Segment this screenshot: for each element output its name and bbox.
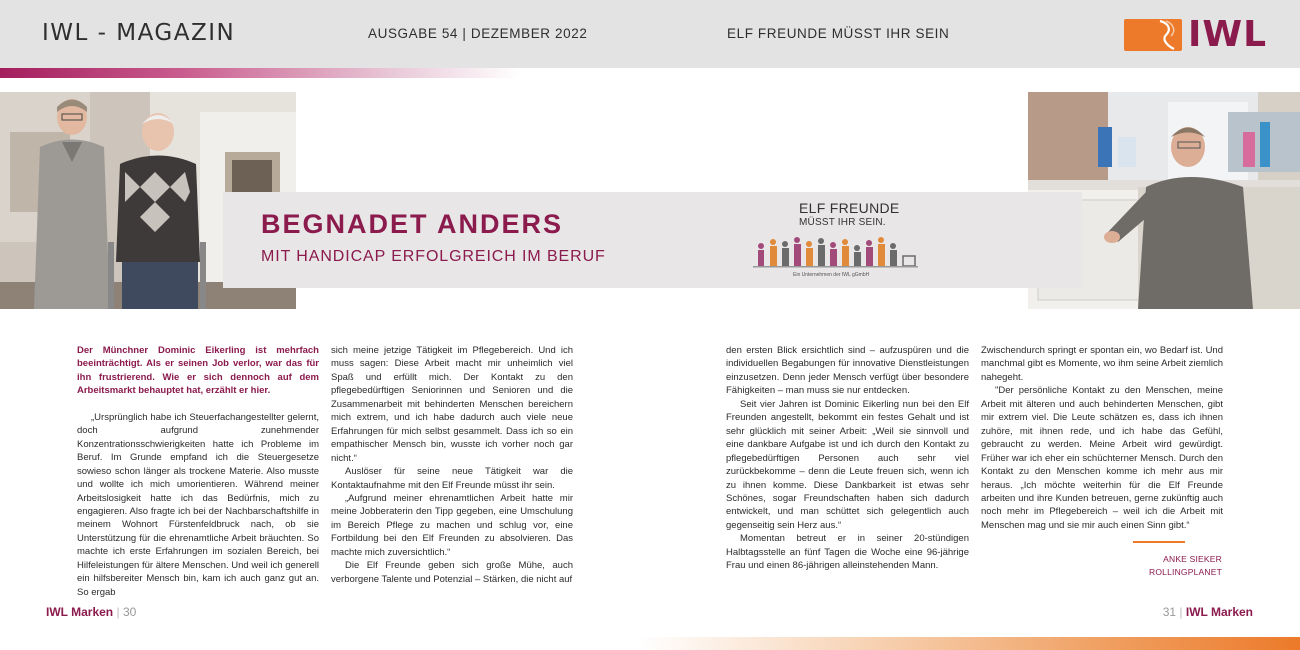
author-name: ANKE SIEKER — [1163, 554, 1222, 564]
footer-accent-bar — [640, 637, 1300, 650]
article-paragraph: Zwischendurch springt er spontan ein, wo Bedarf ist. Und manchmal gibt es Momente, wo ihm seine Arbeit ziemlich nahegeht. — [981, 345, 1223, 383]
iwl-logo-text: IWL — [1188, 14, 1268, 55]
page-number-left: 30 — [122, 605, 137, 619]
footer-brand-right: IWL Marken — [1185, 605, 1253, 619]
article-paragraph: sich meine jetzige Tätigkeit im Pflegebereich. Und ich muss sagen: Diese Arbeit macht mir unheimlich viel Spaß und erfüllt mich. Der Kontakt zu den pflegebedürftigen Seniorinnen und Senioren und die Zusammenarbeit mit behinderten Menschen bereichern mich extrem, und ich habe dadurch auch viele neue Erfahrungen für mich selbst gesammelt. Dass ich so ein empathischer Mensch bin, wusste ich vorher noch gar nicht.“ — [331, 345, 573, 464]
article-paragraph: Seit vier Jahren ist Dominic Eikerling nun bei den Elf Freunden angestellt, bekommt ein festes Gehalt und ist sehr glücklich mit seiner Arbeit: „Weil sie sinnvoll und eine dankbare Aufgabe ist und ich durch den Kontakt zu pflegebedürftigen Personen auch sehr viel zurückbekomme – denn die Leute freuen sich, wenn ich zu ihnen komme. Diese Dankbarkeit ist etwas sehr Schönes, sogar Freundschaften haben sich dadurch entwickelt, und man schüttet sich gelegentlich auch gegenseitig sein Herz aus.“ — [726, 398, 969, 531]
section-title: ELF FREUNDE MÜSST IHR SEIN — [727, 26, 950, 41]
author-source: ROLLINGPLANET — [1149, 567, 1222, 577]
author-credit — [1140, 553, 1222, 579]
footer-separator: | — [116, 605, 120, 619]
iwl-logo-mark — [1124, 19, 1182, 51]
article-paragraph: "Der persönliche Kontakt zu den Menschen, meine Arbeit mit älteren und auch behinderten Menschen, gibt mir extrem viel. Die Leute schätzen es, dass ich ihnen zuhöre, mit ihnen rede, und ich habe das Gefühl, gebraucht zu werden. Meine Arbeit wird gewürdigt. Früher war ich eher ein schüchterner Mensch. Durch den Kontakt zu den Menschen komme ich mehr aus mir heraus. „Ich möchte weiterhin für die Elf Freunde arbeiten und ihre Kunden betreuen, gerne zukünftig auch noch mehr im Pflegebereich – weil ich die Arbeit mit Menschen mag und sie mir auch einen Sinn gibt.“ — [981, 385, 1223, 531]
article-column-4 — [981, 344, 1223, 532]
footer-separator: | — [1179, 605, 1183, 619]
ef-logo-line1: ELF FREUNDE — [799, 200, 900, 216]
page-number-right: 31 — [1162, 605, 1177, 619]
article-paragraph: Auslöser für seine neue Tätigkeit war die Kontaktaufnahme mit den Elf Freunde müsst ihr sein. — [331, 466, 573, 491]
ef-logo-caption: Ein Unternehmen der IWL gGmbH — [793, 272, 870, 278]
article-paragraph: Momentan betreut er in seiner 20-stündigen Halbtagsstelle an fünf Tagen die Woche eine 96-jährige Frau und einen 86-jährigen alleinstehenden Mann. — [726, 533, 969, 572]
article-paragraph: „Ursprünglich habe ich Steuerfachangestellter gelernt, doch aufgrund zunehmender Konzentrationsschwierigkeiten hatte ich Probleme im Beruf. Im Grunde empfand ich die Steuergesetze sowieso schon länger als trockene Materie. Also musste und wollte ich mich umorientieren. Während meiner Arbeitslosigkeit hatte ich das Bedürfnis, mich zu engagieren. Also fragte ich bei der Nachbarschaftshilfe in meinem Wohnort Fürstenfeldbruck nach, ob sie Unterstützung für die ehrenamtliche Arbeit bräuchten. So machte ich erste Erfahrungen im sozialen Bereich, bei Hilfeleistungen für ältere Menschen. Und weil ich generell ein hilfsbereiter Mensch bin, kam ich auch ganz gut an. So ergab — [77, 411, 319, 598]
article-subheadline: MIT HANDICAP ERFOLGREICH IM BERUF — [261, 248, 606, 265]
article-column-3 — [726, 344, 969, 573]
footer-left — [46, 605, 136, 619]
footer-right — [1163, 605, 1253, 619]
header-accent-bar — [0, 68, 520, 78]
article-paragraph: Die Elf Freunde geben sich große Mühe, auch verborgene Talente und Potenzial – Stärken, die nicht auf — [331, 560, 573, 585]
ef-logo-line2: MÜSST IHR SEIN. — [799, 217, 886, 228]
title-band — [223, 192, 1082, 288]
article-headline: BEGNADET ANDERS — [261, 209, 564, 239]
article-paragraph: den ersten Blick ersichtlich sind – aufzuspüren und die individuellen Begabungen für innovative Dienstleistungen einzusetzen. Denn jeder Mensch verfügt über besondere Fähigkeiten – man muss sie nur entdecken. — [726, 345, 969, 397]
page-header — [0, 0, 1300, 68]
issue-info: AUSGABE 54 | DEZEMBER 2022 — [368, 26, 588, 41]
article-column-1 — [77, 344, 319, 599]
iwl-logo — [1124, 14, 1268, 55]
author-divider — [1133, 541, 1185, 543]
ef-logo-figures — [753, 230, 933, 270]
elf-freunde-logo — [753, 200, 933, 282]
footer-brand-left: IWL Marken — [46, 605, 114, 619]
magazine-title: IWL - MAGAZIN — [42, 20, 236, 46]
article-paragraph: „Aufgrund meiner ehrenamtlichen Arbeit hatte mir meine Jobberaterin den Tipp gegeben, eine Umschulung im Bereich Pflege zu machen und schlug vor, eine Fortbildung bei den Elf Freunden zu absolvieren. Das machte mich zuversichtlich.“ — [331, 492, 573, 558]
article-column-2 — [331, 344, 573, 586]
article-lead: Der Münchner Dominic Eikerling ist mehrfach beeinträchtigt. Als er seinen Job verlor, war das für ihn frustrierend. Wie er sich dennoch auf dem Arbeitsmarkt behauptet hat, erzählt er hier. — [77, 345, 319, 397]
